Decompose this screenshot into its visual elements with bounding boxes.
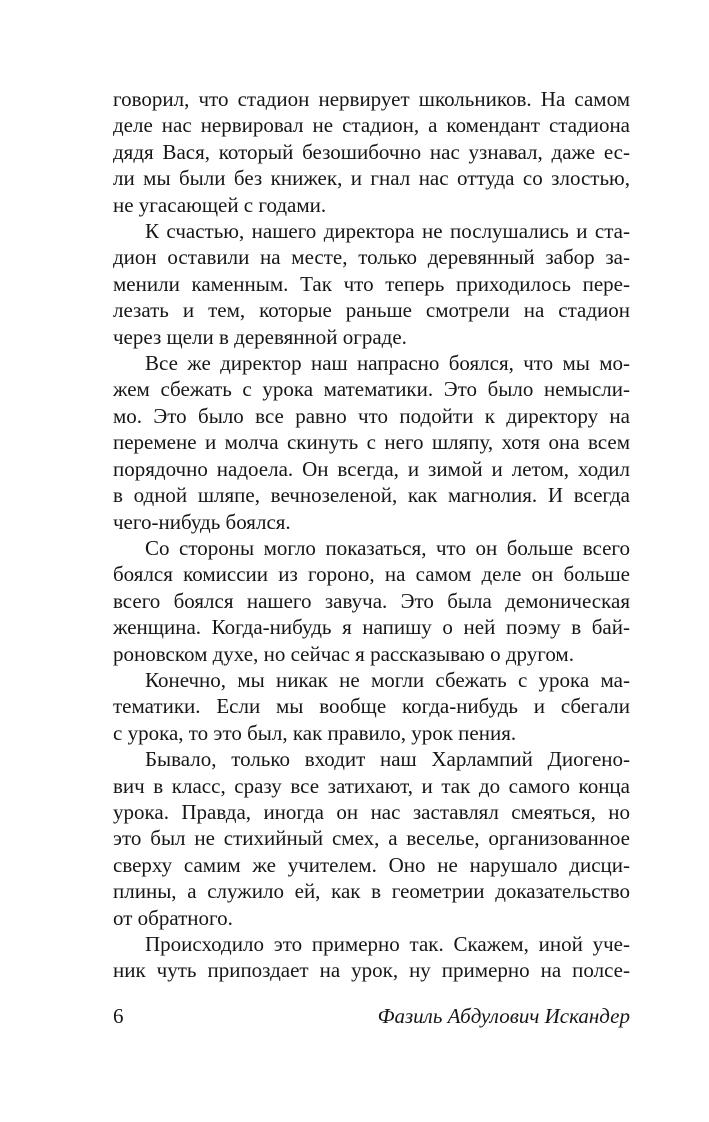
text-line: говорил, что стадион нервирует школьников. На самом <box>113 87 630 111</box>
text-line: вич в класс, сразу все затихают, и так до самого конца <box>113 773 630 798</box>
text-line: ли мы были без книжек, и гнал нас оттуда со злостью, <box>113 166 630 191</box>
paragraph <box>113 667 630 746</box>
text-line: чего-нибудь боялся. <box>113 509 291 534</box>
running-title-author: Фазиль Абдулович Искандер <box>377 1004 630 1028</box>
paragraph <box>113 931 630 984</box>
text-line: дядя Вася, который безошибочно нас узнавал, даже ес- <box>113 139 630 164</box>
paragraph <box>113 218 630 350</box>
text-line: с урока, то это был, как правило, урок пения. <box>113 720 517 745</box>
page-text <box>113 86 630 984</box>
page-footer <box>113 1003 630 1029</box>
text-line: это был не стихийный смех, а веселье, организованное <box>113 826 630 851</box>
paragraph <box>113 746 630 931</box>
text-line: от обратного. <box>113 905 233 930</box>
text-line: К счастью, нашего директора не послушались и ста- <box>145 219 630 244</box>
text-line: лезать и тем, которые раньше смотрели на стадион <box>113 298 630 323</box>
text-line: всего боялся нашего завуча. Это была демоническая <box>113 588 630 613</box>
paragraph <box>113 535 630 667</box>
text-line: жем сбежать с урока математики. Это было немысли- <box>113 377 630 402</box>
text-line: сверху самим же учителем. Оно не нарушало дисци- <box>113 852 630 877</box>
text-line: боялся комиссии из гороно, на самом деле он больше <box>113 562 630 587</box>
text-line: тематики. Если мы вообще когда-нибудь и сбегали <box>113 694 630 719</box>
paragraph <box>113 86 630 218</box>
text-line: женщина. Когда-нибудь я напишу о ней поэму в бай- <box>113 615 630 640</box>
paragraph <box>113 350 630 535</box>
text-line: дион оставили на месте, только деревянный забор за- <box>113 245 630 270</box>
text-line: через щели в деревянной ограде. <box>113 324 407 349</box>
text-line: Конечно, мы никак не могли сбежать с урока ма- <box>145 667 630 692</box>
text-line: мо. Это было все равно что подойти к директору на <box>113 403 630 428</box>
page-number: 6 <box>113 1004 124 1028</box>
text-line: роновском духе, но сейчас я рассказываю о другом. <box>113 641 574 666</box>
text-line: Со стороны могло показаться, что он больше всего <box>145 535 630 560</box>
text-line: в одной шляпе, вечнозеленой, как магнолия. И всегда <box>113 483 630 508</box>
text-line: деле нас нервировал не стадион, а комендант стадиона <box>113 113 630 138</box>
text-line: плины, а служило ей, как в геометрии доказательство <box>113 879 630 904</box>
text-line: Происходило это примерно так. Скажем, иной уче- <box>145 932 630 956</box>
text-line: урока. Правда, иногда он нас заставлял смеяться, но <box>113 799 630 824</box>
text-line: Все же директор наш напрасно боялся, что мы мо- <box>145 351 630 376</box>
text-line: порядочно надоела. Он всегда, и зимой и летом, ходил <box>113 456 630 481</box>
text-line: менили каменным. Так что теперь приходилось пере- <box>113 271 630 296</box>
text-line: Бывало, только входит наш Харлампий Диогено- <box>145 747 630 772</box>
text-line: перемене и молча скинуть с него шляпу, хотя она всем <box>113 430 630 455</box>
text-line: ник чуть припоздает на урок, ну примерно на полсе- <box>113 958 630 983</box>
text-line: не угасающей с годами. <box>113 192 327 217</box>
